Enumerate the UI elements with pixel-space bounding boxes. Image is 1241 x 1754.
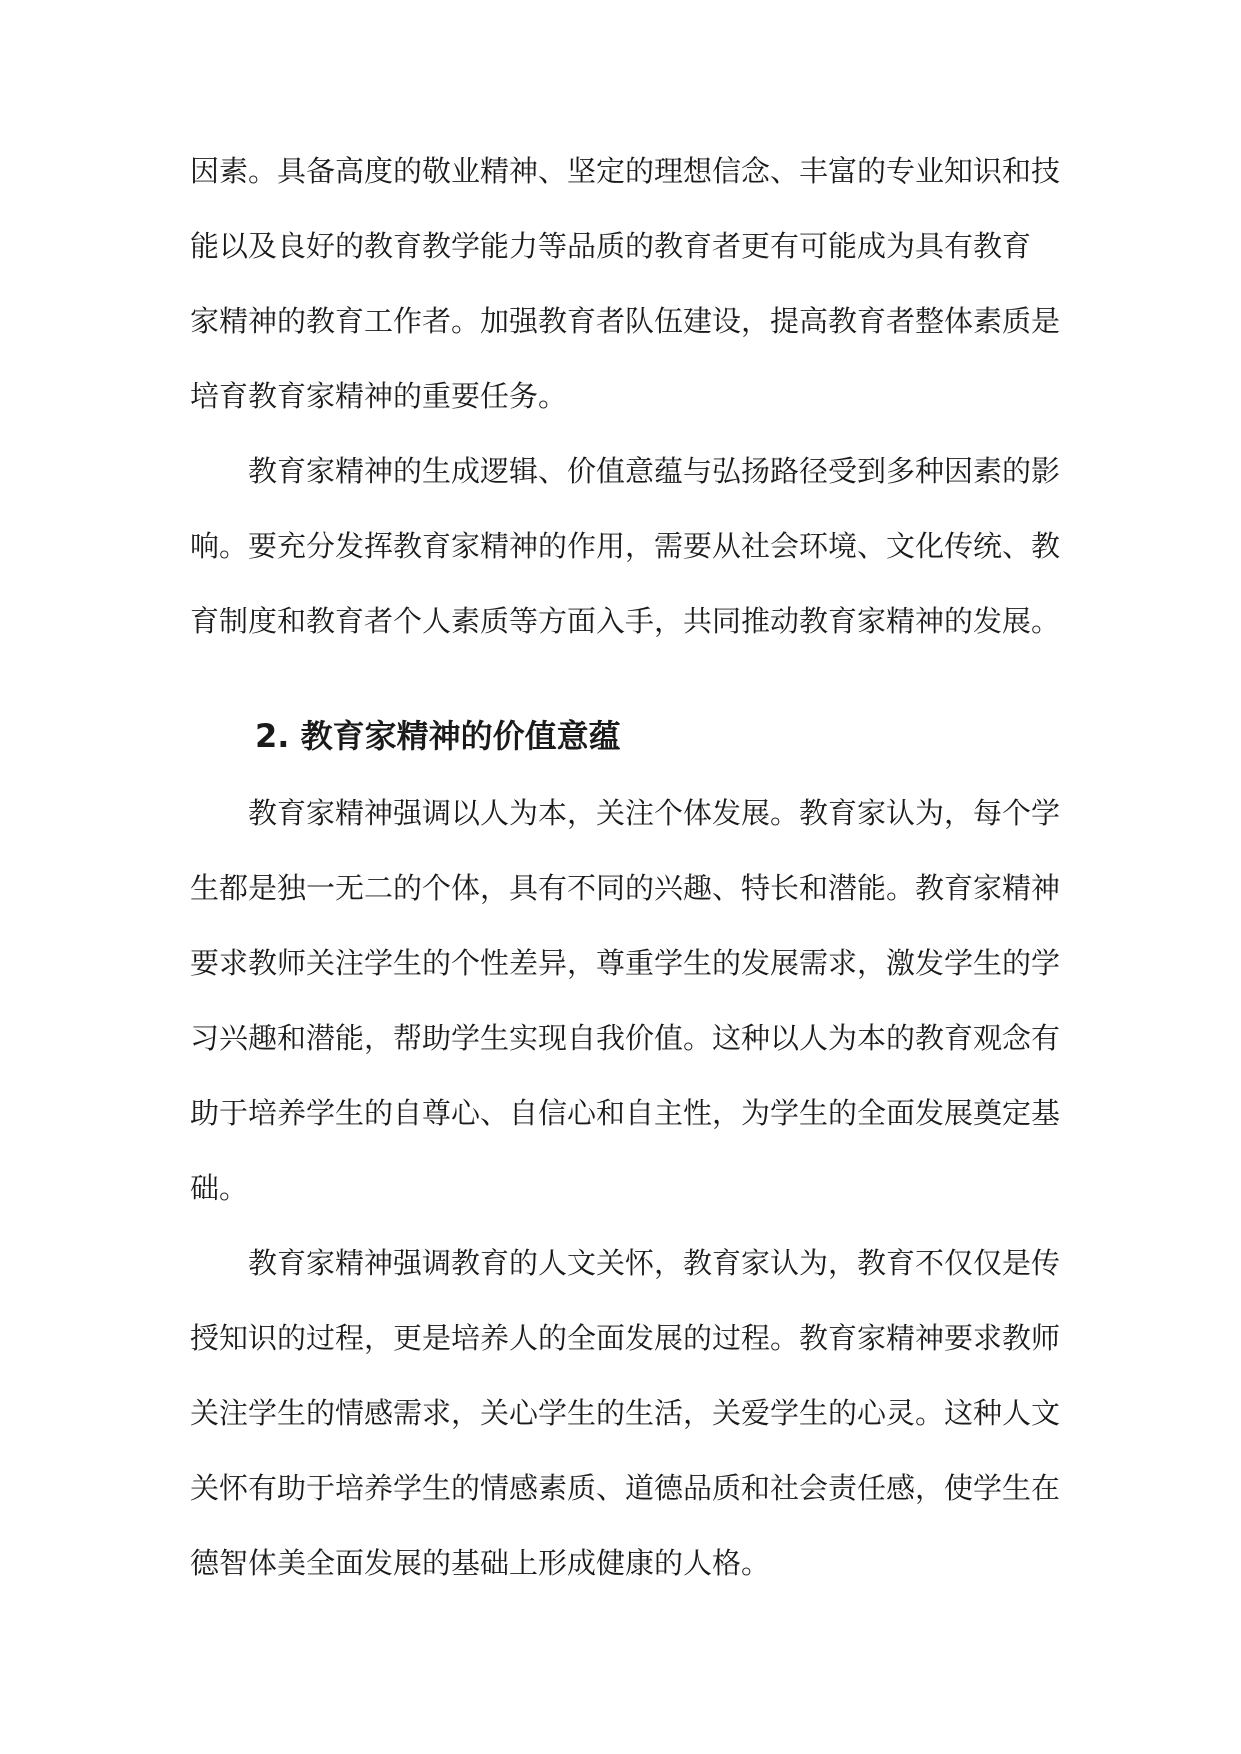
paragraph-line: 关怀有助于培养学生的情感素质、道德品质和社会责任感，使学生在 [190, 1471, 1061, 1505]
paragraph-line: 要求教师关注学生的个性差异，尊重学生的发展需求，激发学生的学 [190, 946, 1061, 980]
paragraph-line: 教育家精神强调以人为本，关注个体发展。教育家认为，每个学 [248, 796, 1061, 830]
paragraph-line: 培育教育家精神的重要任务。 [190, 379, 568, 413]
paragraph-line: 习兴趣和潜能，帮助学生实现自我价值。这种以人为本的教育观念有 [190, 1021, 1061, 1055]
paragraph-line: 教育家精神强调教育的人文关怀，教育家认为，教育不仅仅是传 [248, 1246, 1061, 1280]
paragraph-line: 教育家精神的生成逻辑、价值意蕴与弘扬路径受到多种因素的影 [248, 454, 1061, 488]
paragraph-line: 关注学生的情感需求，关心学生的生活，关爱学生的心灵。这种人文 [190, 1396, 1061, 1430]
section-heading: 2. 教育家精神的价值意蕴 [255, 717, 621, 755]
paragraph-line: 育制度和教育者个人素质等方面入手，共同推动教育家精神的发展。 [190, 604, 1061, 638]
paragraph-line: 助于培养学生的自尊心、自信心和自主性，为学生的全面发展奠定基 [190, 1096, 1061, 1130]
paragraph-line: 能以及良好的教育教学能力等品质的教育者更有可能成为具有教育 [190, 229, 1032, 263]
paragraph-line: 授知识的过程，更是培养人的全面发展的过程。教育家精神要求教师 [190, 1321, 1061, 1355]
paragraph-line: 响。要充分发挥教育家精神的作用，需要从社会环境、文化传统、教 [190, 529, 1061, 563]
paragraph-line: 家精神的教育工作者。加强教育者队伍建设，提高教育者整体素质是 [190, 304, 1061, 338]
paragraph-line: 因素。具备高度的敬业精神、坚定的理想信念、丰富的专业知识和技 [190, 154, 1061, 188]
paragraph-line: 础。 [190, 1171, 249, 1205]
paragraph-line: 生都是独一无二的个体，具有不同的兴趣、特长和潜能。教育家精神 [190, 871, 1061, 905]
paragraph-line: 德智体美全面发展的基础上形成健康的人格。 [190, 1546, 771, 1580]
